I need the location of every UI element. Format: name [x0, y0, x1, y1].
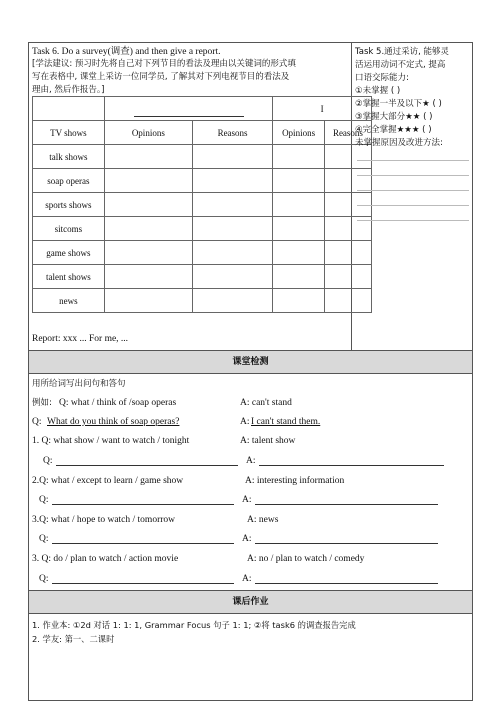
- item4-prompt: 3. Q: do / plan to watch / action movie: [32, 554, 179, 564]
- table-row: [33, 193, 372, 217]
- homework-line1: 1. 作业本: ①2d 对话 1: 1: 1, Grammar Focus 句子 1: 1; ②将 task6 的调查报告完成: [32, 620, 356, 630]
- model-question: What do you think of soap operas?: [47, 417, 180, 427]
- self-header-cell: I: [273, 97, 372, 121]
- item4-a-label: A:: [242, 574, 252, 584]
- task6-tip-line1: [学法建议: 预习时先将自己对下列节目的看法及理由以关键词的形式填: [32, 59, 296, 69]
- task5-reason-label: 未掌握原因及改进方法:: [355, 138, 443, 148]
- report-line[interactable]: Report: xxx ... For me, ...: [32, 334, 129, 344]
- item4-q-blank[interactable]: [52, 583, 234, 584]
- note-line[interactable]: [357, 175, 469, 176]
- task5-option-4[interactable]: ④完全掌握★★★ ( ): [355, 125, 432, 135]
- example-label: 例如:: [32, 398, 52, 408]
- row-label: sitcoms: [33, 217, 105, 241]
- item1-a-blank[interactable]: [259, 465, 444, 466]
- answer-cell[interactable]: [273, 193, 325, 217]
- col-header-reasons: Reasons: [192, 121, 272, 145]
- table-row: [33, 217, 372, 241]
- section-title-check: 课堂检测: [29, 350, 472, 374]
- item4-a-blank[interactable]: [255, 583, 438, 584]
- task5-line2: 活运用动词不定式, 提高: [355, 60, 446, 70]
- item3-q-blank[interactable]: [52, 543, 234, 544]
- task5-option-3[interactable]: ③掌握大部分★★ ( ): [355, 112, 433, 122]
- answer-cell[interactable]: [104, 193, 192, 217]
- worksheet-frame: [28, 42, 473, 701]
- model-answer-label: A:: [240, 417, 250, 427]
- task5-option-2[interactable]: ②掌握一半及以下★ ( ): [355, 99, 442, 109]
- table-row: [33, 145, 372, 169]
- item3-q-label: Q:: [39, 534, 49, 544]
- task5-line1: Task 5.通过采访, 能够灵: [355, 47, 450, 57]
- answer-cell[interactable]: [192, 169, 272, 193]
- example-answer: A: can't stand: [240, 398, 292, 408]
- item2-a-blank[interactable]: [255, 504, 438, 505]
- answer-cell[interactable]: [273, 169, 325, 193]
- row-label: news: [33, 289, 105, 313]
- item3-prompt: 3.Q: what / hope to watch / tomorrow: [32, 515, 176, 525]
- item1-answer-hint: A: talent show: [240, 436, 296, 446]
- answer-cell[interactable]: [104, 169, 192, 193]
- row-label: talk shows: [33, 145, 105, 169]
- note-line[interactable]: [357, 160, 469, 161]
- answer-cell[interactable]: [273, 217, 325, 241]
- answer-cell[interactable]: [104, 241, 192, 265]
- item1-q-blank[interactable]: [56, 465, 238, 466]
- col-header-opinions: Opinions: [104, 121, 192, 145]
- answer-cell[interactable]: [104, 265, 192, 289]
- row-label: sports shows: [33, 193, 105, 217]
- item3-a-label: A:: [242, 534, 252, 544]
- item2-prompt: 2.Q: what / except to learn / game show: [32, 476, 184, 486]
- item1-prompt: 1. Q: what show / want to watch / tonight: [32, 436, 190, 446]
- task6-tip-line3: 理由, 然后作报告。]: [32, 85, 105, 95]
- answer-cell[interactable]: [192, 193, 272, 217]
- answer-cell[interactable]: [324, 265, 371, 289]
- table-row: [33, 241, 372, 265]
- table-row: [33, 289, 372, 313]
- col-header-tv-shows: TV shows: [33, 121, 105, 145]
- check-instruction: 用所给词写出问句和答句: [32, 379, 126, 389]
- model-question-label: Q:: [32, 417, 42, 427]
- table-row: [33, 265, 372, 289]
- item2-answer-hint: A: interesting information: [245, 476, 345, 486]
- item4-q-label: Q:: [39, 574, 49, 584]
- answer-cell[interactable]: [104, 217, 192, 241]
- classmate-header-cell[interactable]: [104, 97, 273, 121]
- task5-line3: 口语交际能力:: [355, 73, 409, 83]
- survey-table: [32, 96, 372, 313]
- answer-cell[interactable]: [273, 265, 325, 289]
- row-label: soap operas: [33, 169, 105, 193]
- answer-cell[interactable]: [273, 145, 325, 169]
- item2-a-label: A:: [242, 495, 252, 505]
- answer-cell[interactable]: [104, 289, 192, 313]
- item3-answer-hint: A: news: [247, 515, 279, 525]
- row-label: talent shows: [33, 265, 105, 289]
- answer-cell[interactable]: [324, 241, 371, 265]
- header-blank-cell: [33, 97, 105, 121]
- row-label: game shows: [33, 241, 105, 265]
- answer-cell[interactable]: [192, 289, 272, 313]
- example-question: Q: what / think of /soap operas: [59, 398, 177, 408]
- item1-a-label: A:: [246, 456, 256, 466]
- col-header-opinions-self: Opinions: [273, 121, 325, 145]
- item2-q-blank[interactable]: [52, 504, 234, 505]
- answer-cell[interactable]: [192, 217, 272, 241]
- answer-cell[interactable]: [104, 145, 192, 169]
- note-line[interactable]: [357, 205, 469, 206]
- table-row: [33, 169, 372, 193]
- task5-option-1[interactable]: ①未掌握 ( ): [355, 86, 401, 96]
- note-line[interactable]: [357, 190, 469, 191]
- section-title-homework: 课后作业: [29, 590, 472, 614]
- homework-line2: 2. 学友: 第一、二课时: [32, 634, 115, 644]
- item3-a-blank[interactable]: [255, 543, 438, 544]
- answer-cell[interactable]: [192, 145, 272, 169]
- answer-cell[interactable]: [324, 289, 371, 313]
- answer-cell[interactable]: [273, 289, 325, 313]
- answer-cell[interactable]: [273, 241, 325, 265]
- task6-tip-line2: 写在表格中, 课堂上采访一位同学员, 了解其对下列电视节目的看法及: [32, 72, 290, 82]
- task6-title: Task 6. Do a survey(调查) and then give a report.: [32, 47, 221, 57]
- model-answer: I can't stand them.: [251, 417, 321, 427]
- answer-cell[interactable]: [192, 265, 272, 289]
- answer-cell[interactable]: [192, 241, 272, 265]
- item4-answer-hint: A: no / plan to watch / comedy: [247, 554, 365, 564]
- note-line[interactable]: [357, 220, 469, 221]
- answer-cell[interactable]: [324, 169, 371, 193]
- col-header-reasons-self: Reasons: [324, 121, 371, 145]
- item2-q-label: Q:: [39, 495, 49, 505]
- item1-q-label: Q:: [43, 456, 53, 466]
